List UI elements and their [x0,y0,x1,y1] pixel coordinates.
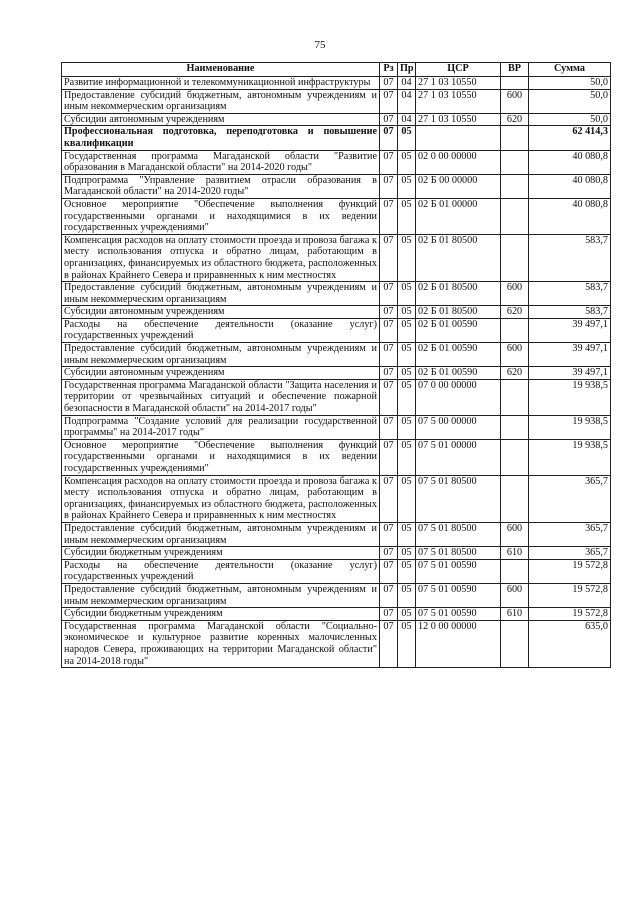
row-rz-cell: 07 [380,522,398,546]
table-row [62,343,611,367]
row-csr-cell: 07 5 01 00590 [416,559,501,583]
row-pr-cell: 05 [398,379,416,415]
header-csr: ЦСР [416,63,501,77]
row-rz-cell: 07 [380,126,398,150]
row-vr-cell [501,126,529,150]
row-sum-cell: 19 572,8 [529,608,611,621]
table-row [62,367,611,380]
row-name-cell: Компенсация расходов на оплату стоимости проезда и провоза багажа к месту использования отпуска и обратно лицам, работающим в организациях, финансируемых из областного бюджета, расположенных в районах Крайнего Севера и приравненных к ним местностях [62,234,380,281]
row-rz-cell: 07 [380,174,398,198]
row-rz-cell: 07 [380,306,398,319]
row-vr-cell [501,559,529,583]
row-sum-cell: 365,7 [529,475,611,522]
row-pr-cell: 05 [398,547,416,560]
row-rz-cell: 07 [380,234,398,281]
row-vr-cell [501,234,529,281]
row-rz-cell: 07 [380,559,398,583]
row-csr-cell: 02 Б 00 00000 [416,174,501,198]
row-vr-cell: 600 [501,282,529,306]
row-csr-cell: 07 0 00 00000 [416,379,501,415]
row-vr-cell: 620 [501,306,529,319]
row-csr-cell: 07 5 01 00590 [416,608,501,621]
row-sum-cell: 19 938,5 [529,439,611,475]
table-row [62,583,611,607]
row-pr-cell: 05 [398,415,416,439]
row-vr-cell [501,318,529,342]
table-row [62,522,611,546]
row-sum-cell: 19 938,5 [529,379,611,415]
row-name-cell: Государственная программа Магаданской области "Развитие образования в Магаданской области" на 2014-2020 годы" [62,150,380,174]
row-pr-cell: 05 [398,522,416,546]
row-vr-cell: 620 [501,113,529,126]
row-vr-cell [501,174,529,198]
row-pr-cell: 05 [398,126,416,150]
row-sum-cell: 40 080,8 [529,174,611,198]
row-csr-cell: 02 Б 01 00590 [416,367,501,380]
row-vr-cell: 610 [501,547,529,560]
row-vr-cell [501,379,529,415]
row-sum-cell: 365,7 [529,547,611,560]
row-csr-cell: 27 1 03 10550 [416,113,501,126]
row-csr-cell: 02 Б 01 00590 [416,343,501,367]
row-pr-cell: 04 [398,77,416,90]
row-sum-cell: 19 572,8 [529,559,611,583]
table-row [62,547,611,560]
row-sum-cell: 50,0 [529,77,611,90]
table-row [62,198,611,234]
row-pr-cell: 05 [398,620,416,667]
row-rz-cell: 07 [380,113,398,126]
row-pr-cell: 05 [398,343,416,367]
row-pr-cell: 05 [398,439,416,475]
row-pr-cell: 05 [398,583,416,607]
table-header-row [62,63,611,77]
row-csr-cell: 27 1 03 10550 [416,89,501,113]
row-csr-cell: 02 Б 01 80500 [416,306,501,319]
row-vr-cell [501,475,529,522]
row-rz-cell: 07 [380,415,398,439]
row-name-cell: Предоставление субсидий бюджетным, автономным учреждениям и иным некоммерческим организациям [62,583,380,607]
row-vr-cell [501,77,529,90]
table-row [62,475,611,522]
row-vr-cell [501,439,529,475]
row-sum-cell: 39 497,1 [529,343,611,367]
row-name-cell: Подпрограмма "Управление развитием отрасли образования в Магаданской области" на 2014-2020 годы" [62,174,380,198]
row-name-cell: Субсидии автономным учреждениям [62,113,380,126]
row-rz-cell: 07 [380,608,398,621]
row-name-cell: Субсидии бюджетным учреждениям [62,547,380,560]
row-pr-cell: 04 [398,89,416,113]
row-pr-cell: 05 [398,608,416,621]
row-vr-cell: 610 [501,608,529,621]
budget-table [61,62,611,668]
row-rz-cell: 07 [380,150,398,174]
row-vr-cell: 620 [501,367,529,380]
row-rz-cell: 07 [380,547,398,560]
row-csr-cell: 07 5 01 00000 [416,439,501,475]
row-name-cell: Государственная программа Магаданской области "Социально-экономическое и культурное развитие коренных малочисленных народов Севера, проживающих на территории Магаданской области" на 2014-2018 годы" [62,620,380,667]
header-vr: ВР [501,63,529,77]
row-csr-cell: 07 5 01 80500 [416,522,501,546]
row-rz-cell: 07 [380,583,398,607]
header-rz: Рз [380,63,398,77]
row-sum-cell: 50,0 [529,113,611,126]
table-row [62,234,611,281]
table-row [62,559,611,583]
row-csr-cell: 27 1 03 10550 [416,77,501,90]
row-name-cell: Подпрограмма "Создание условий для реализации государственной программы" на 2014-2017 годы" [62,415,380,439]
row-csr-cell: 02 Б 01 00590 [416,318,501,342]
row-sum-cell: 635,0 [529,620,611,667]
row-vr-cell [501,415,529,439]
row-pr-cell: 05 [398,306,416,319]
row-vr-cell: 600 [501,89,529,113]
row-vr-cell [501,620,529,667]
table-row [62,113,611,126]
row-vr-cell [501,198,529,234]
row-sum-cell: 39 497,1 [529,367,611,380]
row-vr-cell: 600 [501,343,529,367]
row-name-cell: Расходы на обеспечение деятельности (оказание услуг) государственных учреждений [62,559,380,583]
table-row [62,415,611,439]
table-row [62,608,611,621]
row-vr-cell: 600 [501,583,529,607]
row-sum-cell: 19 938,5 [529,415,611,439]
row-name-cell: Предоставление субсидий бюджетным, автономным учреждениям и иным некоммерческим организациям [62,89,380,113]
row-csr-cell: 07 5 00 00000 [416,415,501,439]
row-name-cell: Субсидии автономным учреждениям [62,306,380,319]
table-row [62,439,611,475]
row-csr-cell: 12 0 00 00000 [416,620,501,667]
row-pr-cell: 05 [398,234,416,281]
row-rz-cell: 07 [380,318,398,342]
row-pr-cell: 05 [398,475,416,522]
table-row [62,620,611,667]
table-row [62,318,611,342]
row-name-cell: Компенсация расходов на оплату стоимости проезда и провоза багажа к месту использования отпуска и обратно лицам, работающим в организациях, финансируемых из областного бюджета, расположенных в районах Крайнего Севера и приравненных к ним местностях [62,475,380,522]
row-name-cell: Субсидии бюджетным учреждениям [62,608,380,621]
row-csr-cell: 07 5 01 80500 [416,547,501,560]
row-sum-cell: 39 497,1 [529,318,611,342]
row-csr-cell [416,126,501,150]
row-rz-cell: 07 [380,77,398,90]
row-name-cell: Расходы на обеспечение деятельности (оказание услуг) государственных учреждений [62,318,380,342]
table-row [62,379,611,415]
table-row [62,306,611,319]
row-vr-cell: 600 [501,522,529,546]
row-rz-cell: 07 [380,475,398,522]
row-csr-cell: 02 Б 01 80500 [416,282,501,306]
table-row [62,126,611,150]
row-rz-cell: 07 [380,367,398,380]
row-name-cell: Государственная программа Магаданской области "Защита населения и территории от чрезвычайных ситуаций и обеспечение пожарной безопасности в Магаданской области" на 2014-2017 годы" [62,379,380,415]
row-rz-cell: 07 [380,439,398,475]
row-rz-cell: 07 [380,379,398,415]
table-row [62,174,611,198]
row-csr-cell: 02 Б 01 80500 [416,234,501,281]
row-pr-cell: 05 [398,318,416,342]
row-sum-cell: 62 414,3 [529,126,611,150]
row-name-cell: Профессиональная подготовка, переподготовка и повышение квалификации [62,126,380,150]
row-rz-cell: 07 [380,343,398,367]
row-name-cell: Основное мероприятие "Обеспечение выполнения функций государственными органами и находящимися в их ведении государственных учреждениями" [62,439,380,475]
row-name-cell: Предоставление субсидий бюджетным, автономным учреждениям и иным некоммерческим организациям [62,343,380,367]
row-pr-cell: 05 [398,282,416,306]
row-pr-cell: 05 [398,367,416,380]
row-csr-cell: 07 5 01 80500 [416,475,501,522]
row-rz-cell: 07 [380,89,398,113]
row-sum-cell: 583,7 [529,306,611,319]
row-pr-cell: 05 [398,559,416,583]
table-row [62,89,611,113]
row-sum-cell: 19 572,8 [529,583,611,607]
row-rz-cell: 07 [380,282,398,306]
header-name: Наименование [62,63,380,77]
table-row [62,150,611,174]
row-pr-cell: 05 [398,150,416,174]
row-csr-cell: 02 Б 01 00000 [416,198,501,234]
row-name-cell: Предоставление субсидий бюджетным, автономным учреждениям и иным некоммерческим организациям [62,282,380,306]
row-pr-cell: 05 [398,198,416,234]
row-sum-cell: 40 080,8 [529,150,611,174]
row-rz-cell: 07 [380,198,398,234]
row-sum-cell: 50,0 [529,89,611,113]
row-sum-cell: 583,7 [529,282,611,306]
table-row [62,77,611,90]
row-name-cell: Основное мероприятие "Обеспечение выполнения функций государственными органами и находящимися в их ведении государственных учреждениями" [62,198,380,234]
row-sum-cell: 40 080,8 [529,198,611,234]
header-pr: Пр [398,63,416,77]
page-number: 75 [314,39,326,51]
row-vr-cell [501,150,529,174]
row-name-cell: Субсидии автономным учреждениям [62,367,380,380]
row-rz-cell: 07 [380,620,398,667]
header-sum: Сумма [529,63,611,77]
row-name-cell: Предоставление субсидий бюджетным, автономным учреждениям и иным некоммерческим организациям [62,522,380,546]
table-row [62,282,611,306]
row-csr-cell: 02 0 00 00000 [416,150,501,174]
row-pr-cell: 05 [398,174,416,198]
row-pr-cell: 04 [398,113,416,126]
row-csr-cell: 07 5 01 00590 [416,583,501,607]
row-sum-cell: 365,7 [529,522,611,546]
row-sum-cell: 583,7 [529,234,611,281]
row-name-cell: Развитие информационной и телекоммуникационной инфраструктуры [62,77,380,90]
